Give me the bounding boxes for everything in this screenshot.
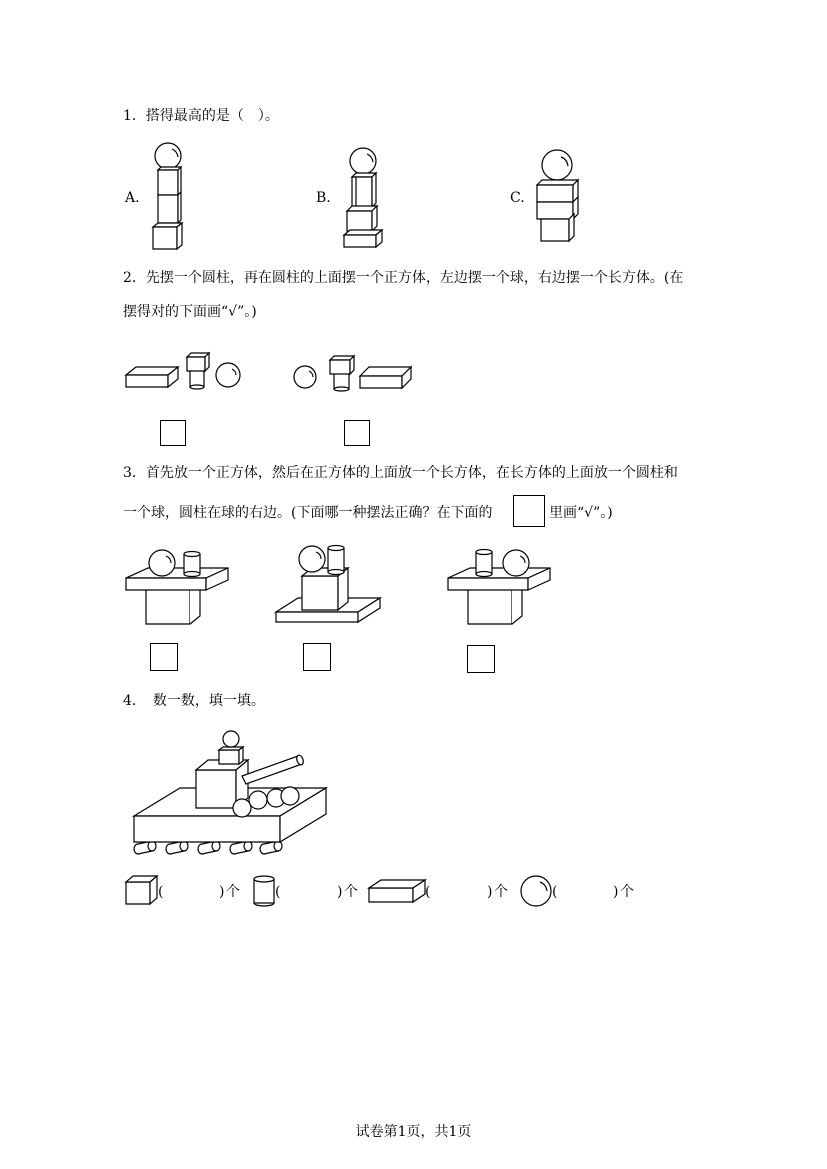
q1-option-b-label: B. <box>316 190 331 206</box>
q4-sphere-paren-close: ) <box>613 884 619 900</box>
q4-cuboid-unit: 个 <box>494 884 508 900</box>
q4-cube-paren-open: ( <box>158 884 164 900</box>
q2-arrangement-1-figure <box>124 345 244 390</box>
q1-text: 1．搭得最高的是（ ）。 <box>123 108 279 124</box>
q1-tower-b-figure <box>342 140 386 252</box>
q4-cuboid-paren-close: ) <box>487 884 493 900</box>
q1-tower-c-figure <box>533 148 581 244</box>
q4-text: 4． 数一数，填一填。 <box>123 693 265 709</box>
q4-cylinder-paren-open: ( <box>275 884 281 900</box>
q4-sphere-unit: 个 <box>620 884 634 900</box>
q4-cylinder-paren-close: ) <box>337 884 343 900</box>
q2-text-line1: 2．先摆一个圆柱，再在圆柱的上面摆一个正方体，左边摆一个球，右边摆一个长方体。(在 <box>123 270 684 286</box>
cuboid-icon <box>367 878 429 906</box>
q2-answer-box-1[interactable] <box>160 420 186 446</box>
q3-answer-box-b[interactable] <box>303 643 331 671</box>
q3-answer-box-a[interactable] <box>150 643 178 671</box>
q4-sphere-paren-open: ( <box>552 884 558 900</box>
q3-text-line1: 3．首先放一个正方体，然后在正方体的上面放一个长方体，在长方体的上面放一个圆柱和 <box>123 465 678 481</box>
q1-option-a-label: A. <box>125 190 140 206</box>
cylinder-icon <box>252 874 276 908</box>
q3-text-line2a: 一个球，圆柱在球的右边。(下面哪一种摆法正确？在下面的 <box>123 505 493 521</box>
q3-arrangement-a-figure <box>124 548 234 628</box>
q1-option-c-label: C. <box>510 190 525 206</box>
q4-tank-figure <box>130 728 330 858</box>
q1-tower-a-figure <box>148 140 188 252</box>
q4-cube-unit: 个 <box>226 884 240 900</box>
sphere-icon <box>519 874 553 908</box>
q3-arrangement-b-figure <box>274 542 384 626</box>
q2-text-line2: 摆得对的下面画“√”。) <box>123 304 257 320</box>
q3-arrangement-c-figure <box>446 546 556 628</box>
q4-cylinder-unit: 个 <box>344 884 358 900</box>
q2-arrangement-2-figure <box>292 350 416 392</box>
q3-inline-box <box>513 495 545 527</box>
q3-answer-box-c[interactable] <box>467 645 495 673</box>
q3-text-line2b: 里画“√”。) <box>549 505 613 521</box>
q2-answer-box-2[interactable] <box>344 420 370 446</box>
page-footer: 试卷第1页，共1页 <box>355 1124 472 1140</box>
cube-icon <box>124 874 160 906</box>
q4-cuboid-paren-open: ( <box>425 884 431 900</box>
q4-cube-paren-close: ) <box>219 884 225 900</box>
